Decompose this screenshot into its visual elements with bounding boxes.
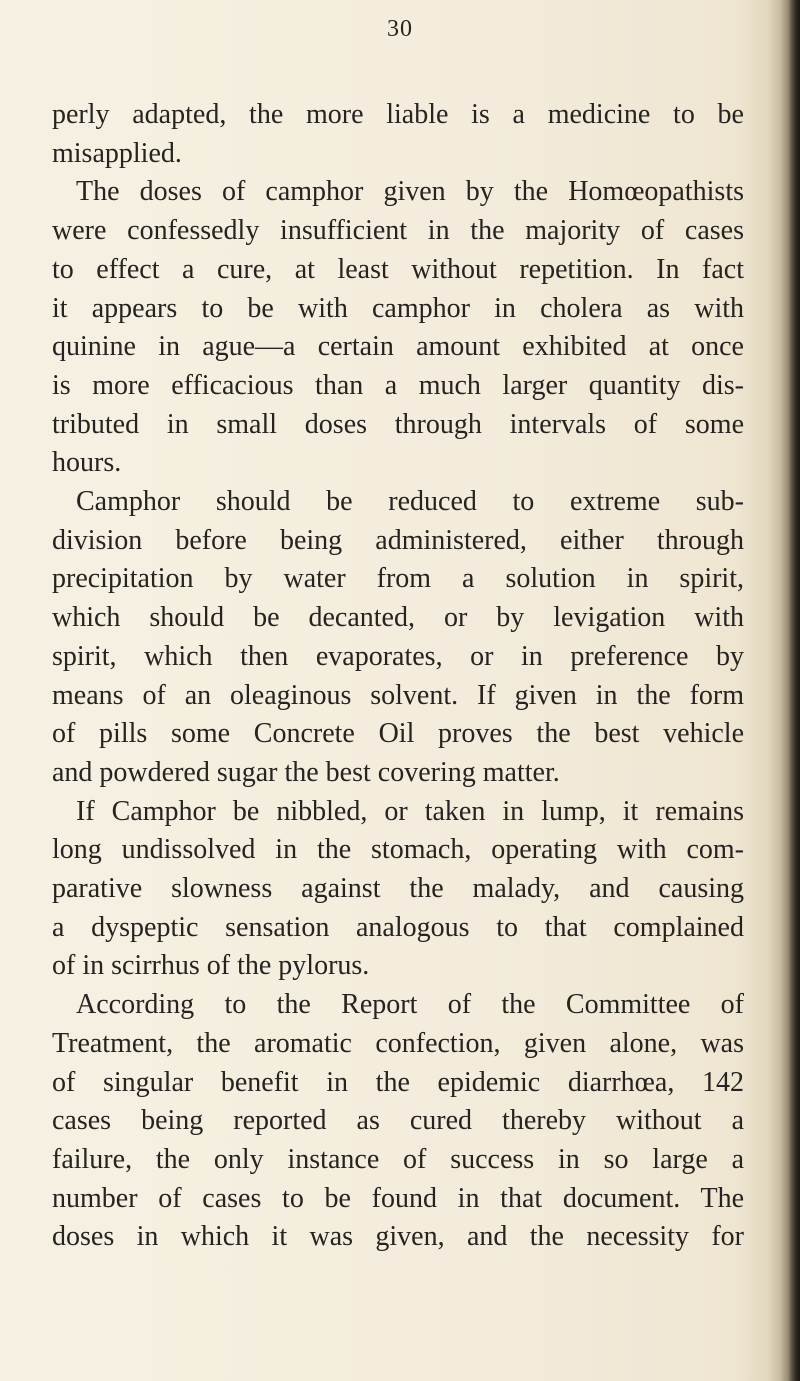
paragraph-first-line: Camphor should be reduced to extreme sub- xyxy=(76,486,744,518)
text-line: which should be decanted, or by levigation with xyxy=(52,602,744,634)
text-line: is more efficacious than a much larger quantity dis- xyxy=(52,369,744,401)
text-line: hours. xyxy=(52,447,122,479)
text-line: misapplied. xyxy=(52,137,182,169)
body-text xyxy=(52,96,744,1257)
text-line: means of an oleaginous solvent. If given in the form xyxy=(52,679,744,711)
text-line: parative slowness against the malady, and causing xyxy=(52,873,744,905)
paragraph-first-line: If Camphor be nibbled, or taken in lump, it remains xyxy=(76,795,744,827)
text-line: failure, the only instance of success in so large a xyxy=(52,1143,744,1175)
text-line: division before being administered, either through xyxy=(52,524,744,556)
text-line: cases being reported as cured thereby without a xyxy=(52,1105,744,1137)
text-line: and powdered sugar the best covering matter. xyxy=(52,756,560,788)
text-line: to effect a cure, at least without repetition. In fact xyxy=(52,253,744,285)
text-line: long undissolved in the stomach, operating with com- xyxy=(52,834,744,866)
text-line: quinine in ague—a certain amount exhibited at once xyxy=(52,331,744,363)
page-edge-shadow xyxy=(780,0,800,1381)
text-line: spirit, which then evaporates, or in preference by xyxy=(52,640,744,672)
text-line: Treatment, the aromatic confection, given alone, was xyxy=(52,1027,744,1059)
text-line: of singular benefit in the epidemic diarrhœa, 142 xyxy=(52,1066,744,1098)
paragraph-first-line: The doses of camphor given by the Homœopathists xyxy=(76,176,744,208)
text-line: precipitation by water from a solution in spirit, xyxy=(52,563,744,595)
text-line: perly adapted, the more liable is a medicine to be xyxy=(52,99,744,130)
text-line: a dyspeptic sensation analogous to that complained xyxy=(52,911,744,943)
text-line: number of cases to be found in that document. The xyxy=(52,1182,744,1214)
text-line: it appears to be with camphor in cholera as with xyxy=(52,292,744,324)
paragraph-first-line: According to the Report of the Committee of xyxy=(76,989,744,1021)
page-number: 30 xyxy=(387,16,413,42)
text-line: were confessedly insufficient in the majority of cases xyxy=(52,215,744,247)
text-line: doses in which it was given, and the necessity for xyxy=(52,1221,744,1253)
text-line: of in scirrhus of the pylorus. xyxy=(52,950,370,982)
text-line: of pills some Concrete Oil proves the best vehicle xyxy=(52,718,744,750)
text-line: tributed in small doses through intervals of some xyxy=(52,408,744,440)
